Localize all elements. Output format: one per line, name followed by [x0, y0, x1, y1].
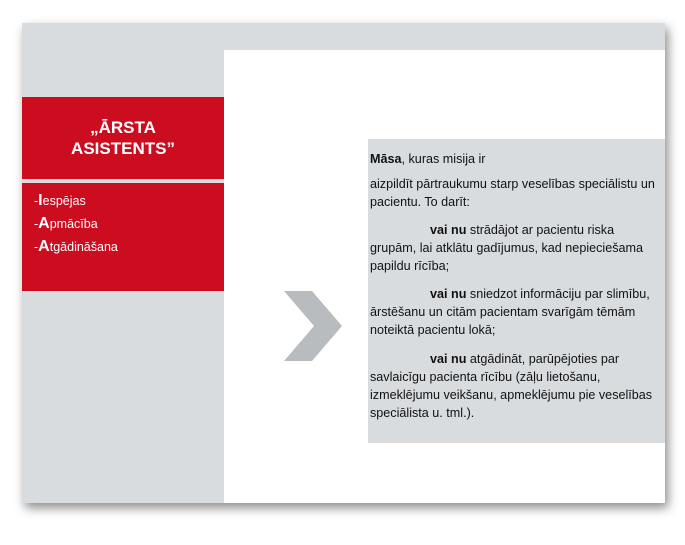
- bold-masa: Māsa: [370, 152, 402, 166]
- menu-initial: A: [38, 215, 50, 232]
- paragraph-3: [370, 221, 660, 275]
- title-line-2: ASISTENTS”: [71, 139, 175, 158]
- menu-item-atgadinasana: [34, 237, 118, 257]
- menu-text: espējas: [42, 194, 86, 208]
- bold-vai-nu: vai nu: [430, 223, 467, 237]
- menu-dash: -: [34, 240, 39, 254]
- chevron-right-icon: [284, 291, 342, 361]
- bold-vai-nu: vai nu: [430, 352, 467, 366]
- menu-dash: -: [34, 194, 39, 208]
- paragraph-4-text: sniedzot informāciju par slimību, ārstēšanu un citām pacientam svarīgām tēmām noteiktā pacientu lokā;: [370, 287, 650, 337]
- paragraph-4: [370, 285, 660, 339]
- menu-dash: -: [34, 217, 39, 231]
- paragraph-3-text: strādājot ar pacientu riska grupām, lai atklātu gadījumus, kad nepieciešama papildu rīcība;: [370, 223, 644, 273]
- paragraph-5-text: atgādināt, parūpējoties par savlaicīgu pacienta rīcību (zāļu lietošanu, izmeklējumu veikšanu, apmeklējumu pie veselības speciālista u. tml.).: [370, 352, 653, 420]
- content-box: [368, 139, 665, 443]
- menu-initial: A: [38, 238, 50, 255]
- menu-box: [22, 183, 224, 291]
- paragraph-2: aizpildīt pārtraukumu starp veselības speciālistu un pacientu. To darīt:: [370, 177, 655, 209]
- paragraph-1-text: , kuras misija ir: [401, 152, 486, 166]
- paragraph-1: [370, 150, 660, 168]
- title-box: [22, 97, 224, 179]
- paragraph-5: [370, 350, 660, 422]
- menu-text: tgādināšana: [49, 240, 118, 254]
- menu-text: pmācība: [49, 217, 98, 231]
- slide: [22, 23, 665, 503]
- menu-item-apmaciba: [34, 214, 98, 234]
- menu-initial: I: [38, 192, 43, 209]
- menu-item-iespejas: [34, 191, 86, 211]
- bold-vai-nu: vai nu: [430, 287, 467, 301]
- title-line-1: „ĀRSTA: [90, 118, 156, 137]
